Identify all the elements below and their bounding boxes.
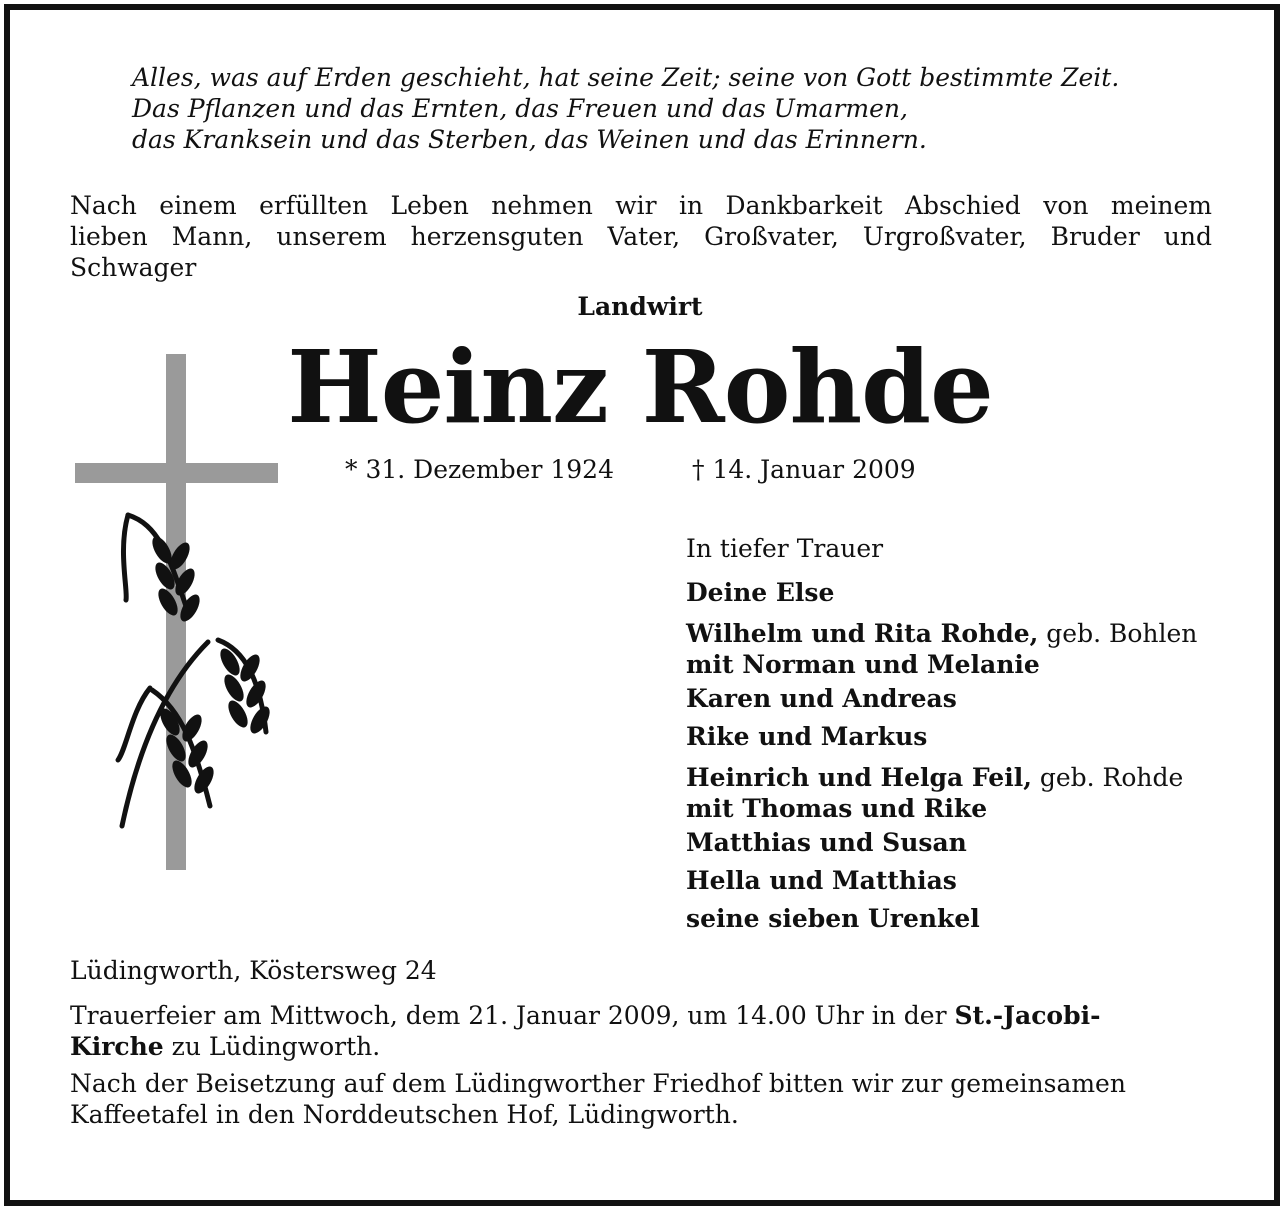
occupation-title: Landwirt — [577, 292, 703, 321]
mourner-line: Matthias und Susan — [686, 828, 967, 857]
service-part: Trauerfeier am Mittwoch, dem 21. Januar 2009, um 14.00 Uhr in der — [70, 1001, 955, 1030]
mourner-line: Karen und Andreas — [686, 684, 957, 713]
verse-line: Alles, was auf Erden geschieht, hat seine Zeit; seine von Gott bestimmte Zeit. — [132, 63, 1120, 92]
service-details — [70, 955, 1126, 1130]
mourner-line: Deine Else — [686, 578, 835, 607]
reception-line: Nach der Beisetzung auf dem Lüdingworther Friedhof bitten wir zur gemeinsamen — [70, 1069, 1126, 1098]
verse-block — [132, 62, 1119, 155]
mourners-list — [686, 530, 1197, 938]
death-date: † 14. Januar 2009 — [692, 455, 916, 484]
service-part: zu Lüdingworth. — [163, 1032, 381, 1061]
service-text — [70, 1031, 1126, 1062]
deceased-name: Heinz Rohde — [287, 328, 993, 446]
intro-text — [70, 190, 1212, 283]
service-text — [70, 1000, 1126, 1031]
church-name: St.-Jacobi- — [954, 1001, 1101, 1030]
mourner-note: geb. Bohlen — [1038, 619, 1198, 648]
mourning-intro: In tiefer Trauer — [686, 534, 884, 563]
mourner-name: Heinrich und Helga Feil, — [686, 763, 1032, 792]
mourner-line — [686, 618, 1197, 649]
intro-line: Schwager — [70, 253, 197, 282]
mourner-note: geb. Rohde — [1031, 763, 1184, 792]
mourner-line: seine sieben Urenkel — [686, 904, 980, 933]
mourner-line: Rike und Markus — [686, 722, 928, 751]
intro-line: Nach einem erfüllten Leben nehmen wir in Dankbarkeit Abschied von meinem — [70, 191, 1212, 220]
verse-line: das Kranksein und das Sterben, das Weinen und das Erinnern. — [132, 125, 927, 154]
verse-line: Das Pflanzen und das Ernten, das Freuen und das Umarmen, — [132, 94, 908, 123]
mourner-line: mit Norman und Melanie — [686, 650, 1040, 679]
mourner-line: mit Thomas und Rike — [686, 794, 988, 823]
intro-line: lieben Mann, unserem herzensguten Vater, Großvater, Urgroßvater, Bruder und — [70, 222, 1212, 251]
mourner-line: Hella und Matthias — [686, 866, 957, 895]
reception-line: Kaffeetafel in den Norddeutschen Hof, Lüdingworth. — [70, 1100, 739, 1129]
mourner-line — [686, 762, 1197, 793]
address: Lüdingworth, Köstersweg 24 — [70, 956, 437, 985]
mourner-name: Wilhelm und Rita Rohde, — [686, 619, 1039, 648]
cross-with-wheat-icon — [70, 350, 290, 880]
birth-date: * 31. Dezember 1924 — [345, 455, 614, 484]
church-name: Kirche — [70, 1032, 164, 1061]
